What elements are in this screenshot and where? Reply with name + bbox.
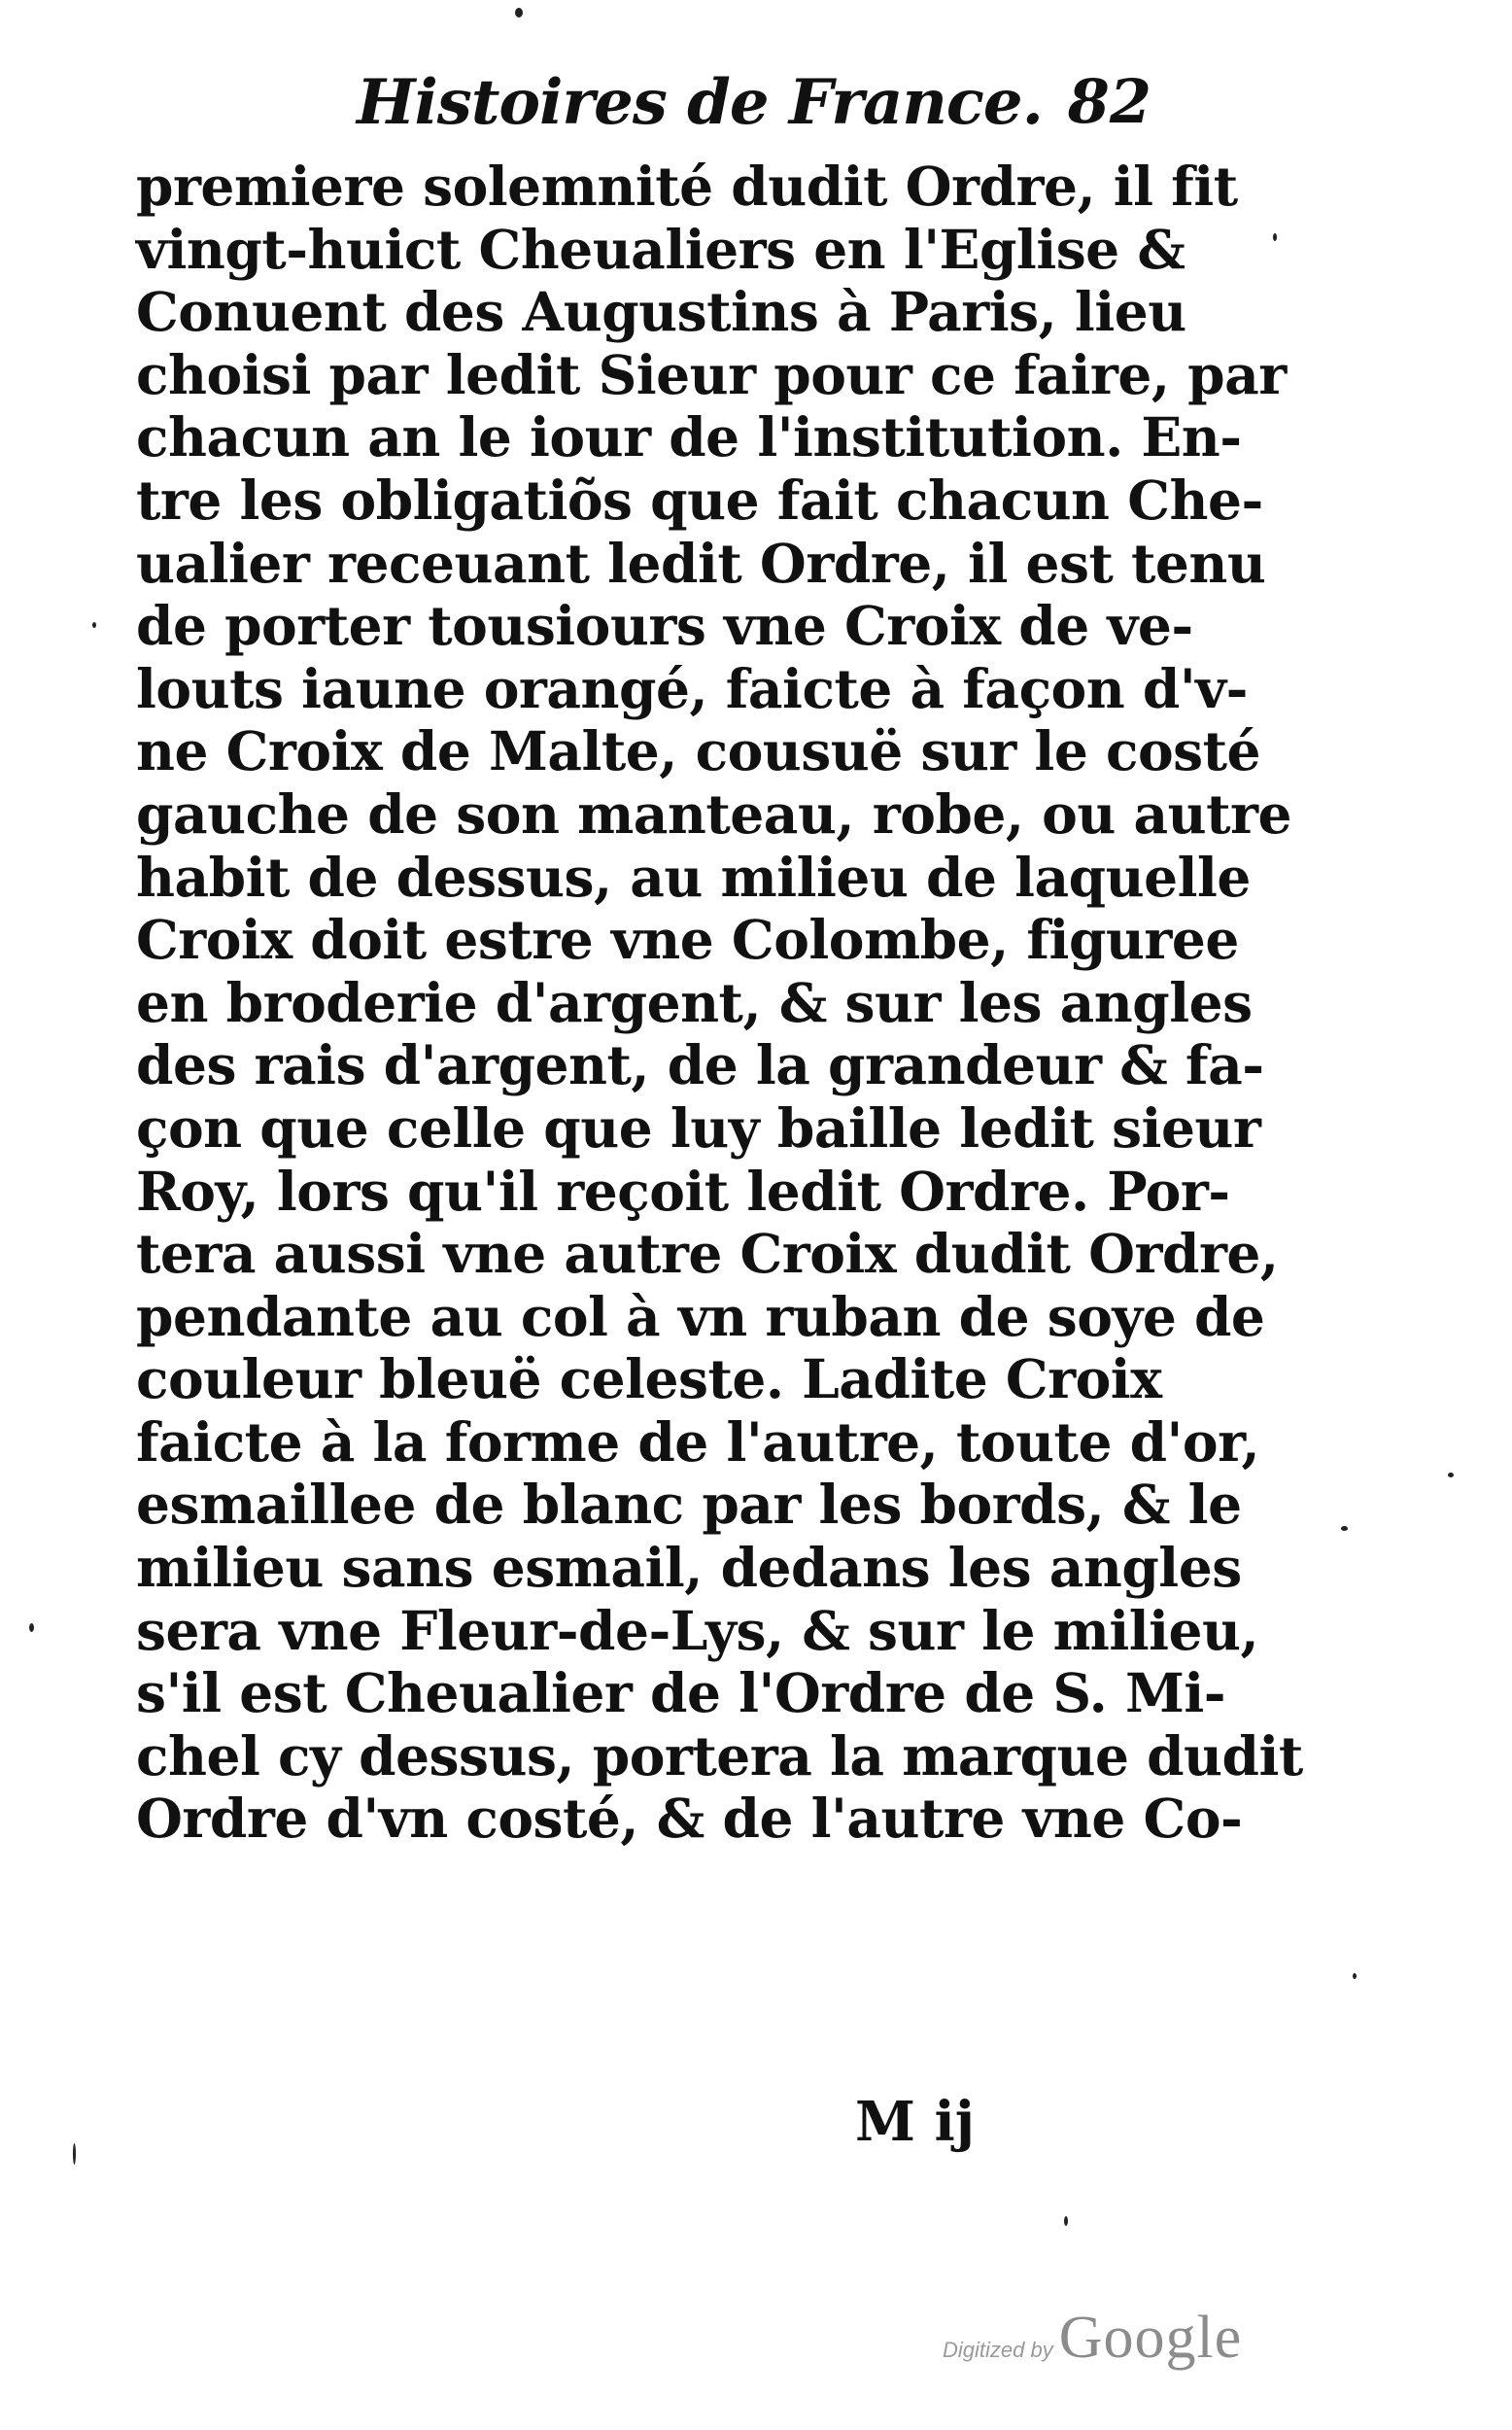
- scan-speck: [92, 622, 96, 628]
- text-line: Roy, lors qu'il reçoit ledit Ordre. Por-: [136, 1159, 1230, 1223]
- text-line: gauche de son manteau, robe, ou autre: [136, 781, 1291, 846]
- page-number: 82: [1067, 66, 1151, 137]
- text-line: Conuent des Augustins à Paris, lieu: [136, 280, 1186, 344]
- digitization-watermark: [943, 2304, 1242, 2373]
- text-line: tera aussi vne autre Croix dudit Ordre,: [136, 1222, 1279, 1286]
- text-line: couleur bleuë celeste. Ladite Croix: [136, 1347, 1162, 1411]
- scan-speck: [73, 2143, 76, 2165]
- text-line: choisi par ledit Sieur pour ce faire, par: [136, 342, 1287, 406]
- text-line: s'il est Cheualier de l'Ordre de S. Mi-: [136, 1661, 1226, 1725]
- text-line: Croix doit estre vne Colombe, figuree: [136, 908, 1239, 972]
- watermark-prefix: Digitized by: [943, 2338, 1053, 2362]
- signature-mark: M ij: [855, 2090, 976, 2154]
- text-line: pendante au col à vn ruban de soye de: [136, 1284, 1265, 1348]
- text-line: de porter tousiours vne Croix de ve-: [136, 594, 1193, 658]
- text-line: tre les obligatiõs que fait chacun Che-: [136, 468, 1263, 532]
- text-line: faicte à la forme de l'autre, toute d'or,: [136, 1409, 1260, 1474]
- text-line: en broderie d'argent, & sur les angles: [136, 970, 1253, 1034]
- text-line: Ordre d'vn costé, & de l'autre vne Co-: [136, 1787, 1243, 1851]
- scan-speck: [1273, 233, 1277, 241]
- running-title: Histoires de France.: [357, 66, 1043, 139]
- text-line: louts iaune orangé, faicte à façon d'v-: [136, 656, 1248, 720]
- scan-speck: [1353, 1973, 1357, 1979]
- google-logo: Google: [1058, 2305, 1243, 2371]
- scan-speck: [29, 1623, 34, 1632]
- text-line: des rais d'argent, de la grandeur & fa-: [136, 1033, 1264, 1097]
- text-line: çon que celle que luy baille ledit sieur: [136, 1095, 1261, 1160]
- text-line: esmaillee de blanc par les bords, & le: [136, 1473, 1242, 1537]
- text-line: chel cy dessus, portera la marque dudit: [136, 1723, 1303, 1788]
- scan-speck: [1448, 1473, 1454, 1477]
- scan-speck: [1341, 1526, 1348, 1531]
- running-head: [345, 58, 1161, 156]
- text-line: ualier receuant ledit Ordre, il est tenu: [136, 531, 1266, 595]
- text-line: chacun an le iour de l'institution. En-: [136, 405, 1242, 469]
- text-line: milieu sans esmail, dedans les angles: [136, 1536, 1242, 1600]
- text-line: premiere solemnité dudit Ordre, il fit: [136, 155, 1238, 218]
- text-line: ne Croix de Malte, cousuë sur le costé: [136, 719, 1261, 783]
- text-line: habit de dessus, au milieu de laquelle: [136, 845, 1251, 909]
- scan-speck: [1064, 2216, 1068, 2226]
- body-text: [136, 155, 1303, 1851]
- text-line: sera vne Fleur-de-Lys, & sur le milieu,: [136, 1598, 1259, 1662]
- scan-speck: [515, 8, 523, 17]
- text-line: vingt-huict Cheualiers en l'Eglise &: [136, 217, 1186, 281]
